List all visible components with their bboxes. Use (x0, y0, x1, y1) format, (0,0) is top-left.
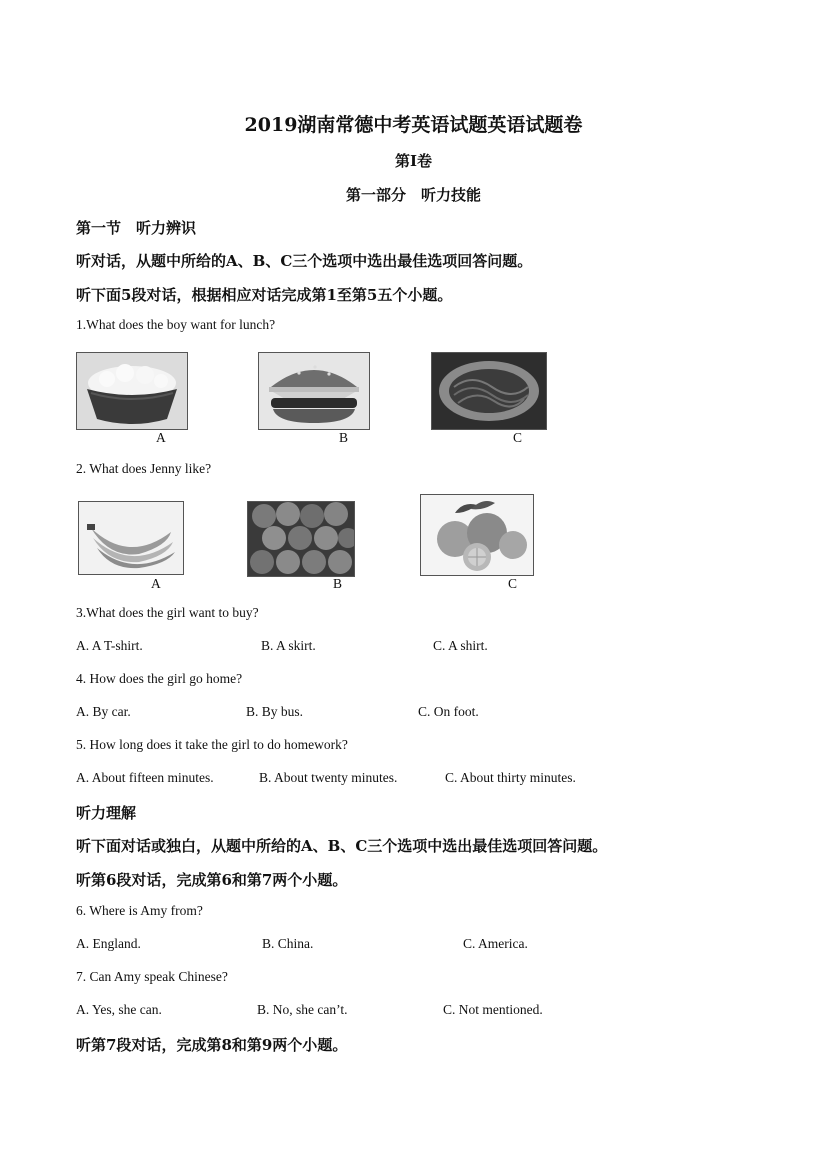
q2-label-b: B (333, 576, 343, 591)
question-2: 2. What does Jenny like? (76, 461, 212, 476)
q3-option-c: C. A shirt. (433, 638, 488, 653)
q2-label-a: A (151, 576, 161, 591)
q1-label-c: C (513, 430, 523, 445)
section2-instruction: 听下面对话或独白，从题中所给的A、B、C三个选项中选出最佳选项回答问题。 (76, 837, 608, 855)
q7-option-c: C. Not mentioned. (443, 1002, 543, 1017)
q5-option-b: B. About twenty minutes. (259, 770, 398, 785)
q4-option-a: A. By car. (76, 704, 131, 719)
rice-bowl-photo (76, 352, 188, 430)
q3-option-b: B. A skirt. (261, 638, 316, 653)
page-title: 2019湖南常德中考英语试题英语试题卷 (244, 114, 583, 136)
part-heading: 第一部分 听力技能 (345, 186, 481, 204)
section2-instruction-2: 听第6段对话，完成第6和第7两个小题。 (76, 871, 348, 889)
q7-option-b: B. No, she can’t. (257, 1002, 348, 1017)
volume-heading: 第I卷 (394, 152, 433, 170)
q6-option-a: A. England. (76, 936, 141, 951)
section2-instruction-3: 听第7段对话，完成第8和第9两个小题。 (76, 1036, 348, 1054)
q7-option-a: A. Yes, she can. (76, 1002, 162, 1017)
section1-heading: 第一节 听力辨识 (76, 219, 197, 237)
q6-option-c: C. America. (463, 936, 528, 951)
hamburger-photo (258, 352, 370, 430)
q3-option-a: A. A T-shirt. (76, 638, 143, 653)
noodles-photo (431, 352, 547, 430)
section1-instruction-2: 听下面5段对话，根据相应对话完成第1至第5五个小题。 (76, 286, 453, 304)
q5-option-c: C. About thirty minutes. (445, 770, 576, 785)
question-3: 3.What does the girl want to buy? (76, 605, 259, 620)
question-5: 5. How long does it take the girl to do homework? (76, 737, 348, 752)
section1-instruction: 听对话，从题中所给的A、B、C三个选项中选出最佳选项回答问题。 (76, 252, 533, 270)
q2-label-c: C (508, 576, 518, 591)
oranges-photo (420, 494, 534, 576)
q6-option-b: B. China. (262, 936, 314, 951)
bananas-photo (78, 501, 184, 575)
question-6: 6. Where is Amy from? (76, 903, 203, 918)
q5-option-a: A. About fifteen minutes. (76, 770, 214, 785)
q1-label-b: B (339, 430, 349, 445)
strawberries-photo (247, 501, 355, 577)
q4-option-b: B. By bus. (246, 704, 304, 719)
question-4: 4. How does the girl go home? (76, 671, 243, 686)
q4-option-c: C. On foot. (418, 704, 479, 719)
question-1: 1.What does the boy want for lunch? (76, 317, 276, 332)
question-7: 7. Can Amy speak Chinese? (76, 969, 228, 984)
q1-label-a: A (156, 430, 166, 445)
section2-heading: 听力理解 (76, 804, 137, 822)
